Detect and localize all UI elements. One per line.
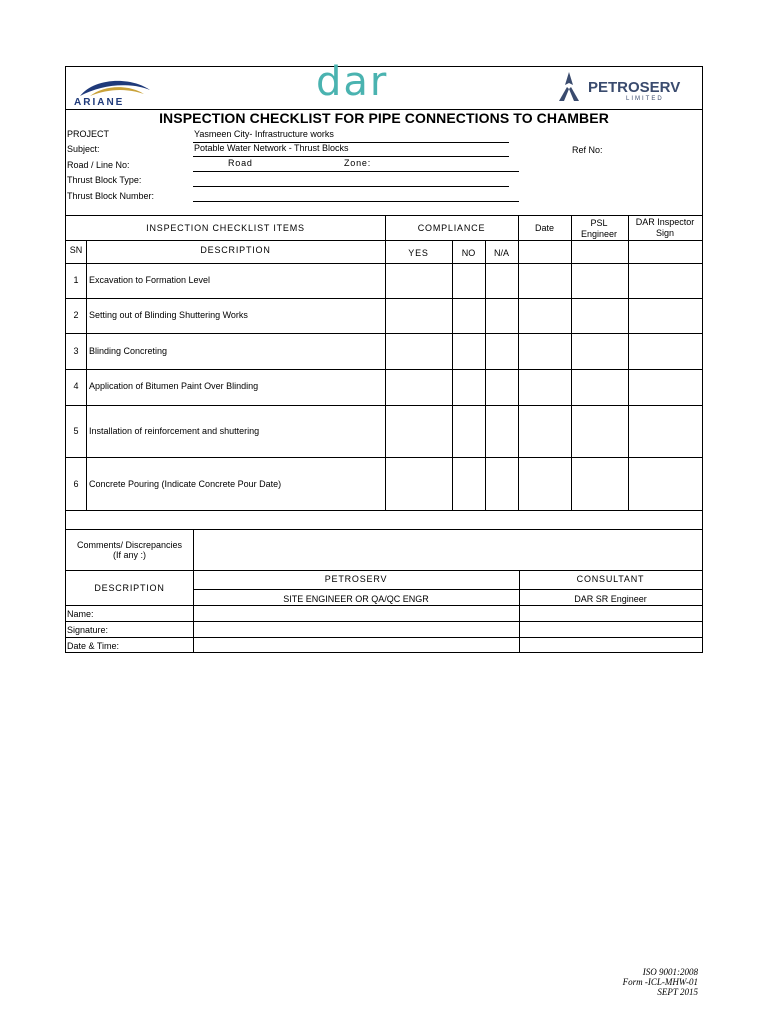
document-footer [623, 967, 698, 997]
psl-engineer-header: PSL Engineer [580, 218, 618, 239]
comments-sub-label: (If any :) [112, 550, 146, 560]
yes-header: YES [408, 248, 429, 258]
petroserv-flame-icon [556, 71, 582, 105]
subject-value[interactable]: Potable Water Network - Thrust Blocks [194, 143, 349, 153]
petroserv-datetime-field[interactable] [194, 638, 519, 653]
ariane-swoosh-icon [72, 76, 156, 98]
row-sn: 6 [73, 479, 79, 489]
site-engineer-header: SITE ENGINEER OR QA/QC ENGR [283, 594, 429, 604]
checklist-items-header: INSPECTION CHECKLIST ITEMS [146, 223, 305, 233]
sn-header: SN [69, 245, 83, 255]
consultant-signature-field[interactable] [520, 622, 702, 637]
thrust-block-type-label: Thrust Block Type: [67, 175, 142, 185]
row-sn: 4 [73, 381, 79, 391]
ariane-logo [72, 76, 156, 108]
signature-label: Signature: [67, 625, 109, 635]
row-description: Excavation to Formation Level [89, 275, 211, 285]
project-label: PROJECT [67, 129, 110, 139]
row-description: Concrete Pouring (Indicate Concrete Pour Date) [89, 479, 282, 489]
zone-label: Zone: [344, 158, 372, 168]
consultant-name-field[interactable] [520, 606, 702, 621]
petroserv-logo [556, 71, 696, 107]
road-value[interactable]: Road [228, 158, 253, 168]
dar-logo: dar [316, 59, 389, 105]
comments-label: Comments/ Discrepancies [76, 540, 183, 550]
row-sn: 2 [73, 310, 79, 320]
project-value[interactable]: Yasmeen City- Infrastructure works [194, 129, 334, 139]
petroserv-subtitle: LIMITED [626, 96, 664, 102]
form-code: Form -ICL-MHW-01 [622, 977, 698, 987]
petroserv-signature-field[interactable] [194, 622, 519, 637]
na-header: N/A [493, 248, 509, 258]
form-date: SEPT 2015 [657, 987, 698, 997]
consultant-header: CONSULTANT [576, 574, 645, 584]
signoff-description-header: DESCRIPTION [94, 583, 165, 593]
compliance-header: COMPLIANCE [417, 223, 486, 233]
ariane-wordmark: ARIANE [74, 97, 125, 108]
dar-inspector-header: DAR Inspector Sign [635, 217, 695, 238]
consultant-datetime-field[interactable] [520, 638, 702, 653]
road-label: Road / Line No: [67, 160, 130, 170]
thrust-block-number-label: Thrust Block Number: [67, 191, 155, 201]
row-sn: 3 [73, 346, 79, 356]
row-description: Installation of reinforcement and shuttering [89, 426, 260, 436]
date-time-label: Date & Time: [67, 641, 120, 651]
date-header: Date [534, 223, 554, 233]
subject-label: Subject: [67, 144, 100, 154]
row-description: Blinding Concreting [89, 346, 168, 356]
dar-engineer-header: DAR SR Engineer [574, 594, 647, 604]
row-sn: 1 [73, 275, 79, 285]
name-label: Name: [67, 609, 94, 619]
form-title: INSPECTION CHECKLIST FOR PIPE CONNECTIONS TO CHAMBER [159, 110, 609, 126]
comments-field[interactable] [194, 530, 702, 570]
ref-no-label: Ref No: [572, 145, 603, 155]
no-header: NO [461, 248, 476, 258]
row-description: Application of Bitumen Paint Over Blinding [89, 381, 259, 391]
row-description: Setting out of Blinding Shuttering Works [89, 310, 248, 320]
petroserv-wordmark: PETROSERV [588, 79, 681, 96]
petroserv-name-field[interactable] [194, 606, 519, 621]
row-sn: 5 [73, 426, 79, 436]
inspection-form [65, 59, 703, 653]
description-header: DESCRIPTION [200, 245, 271, 255]
petroserv-header: PETROSERV [324, 574, 388, 584]
iso-certification: ISO 9001:2008 [642, 967, 698, 977]
